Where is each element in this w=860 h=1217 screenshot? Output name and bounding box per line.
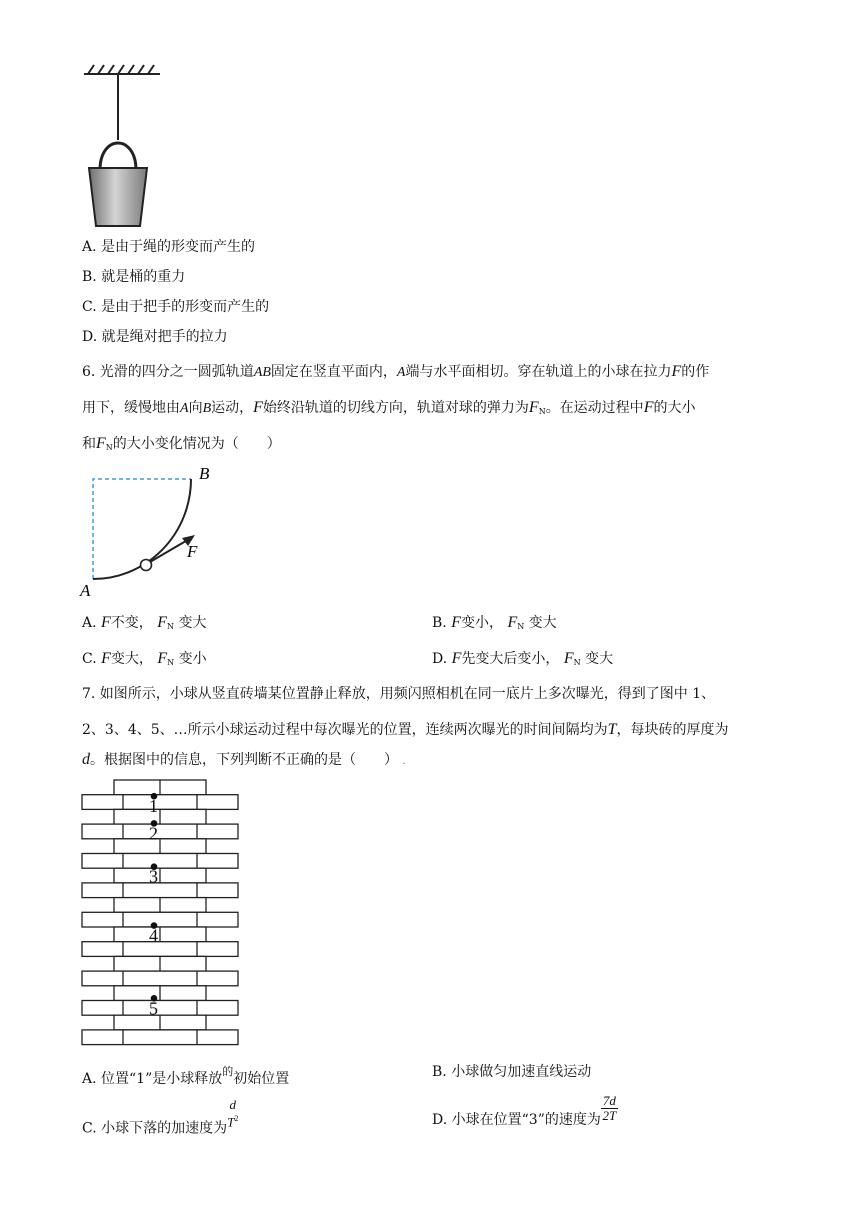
q6-option-a: A. F不变， $F_N$ 变大 bbox=[82, 614, 207, 631]
bucket-body bbox=[89, 168, 147, 226]
bucket-figure bbox=[82, 62, 162, 230]
brick-row bbox=[82, 1001, 238, 1016]
q7-option-c: C. 小球下落的加速度为 d $T^2$ bbox=[82, 1097, 239, 1137]
brick-row bbox=[82, 971, 238, 986]
q6-option-c: C. F变大， $F_N$ 变小 bbox=[82, 650, 207, 667]
q6-stem-line1: 6. 光滑的四分之一圆弧轨道AB固定在竖直平面内，A端与水平面相切。穿在轨道上的小球在拉力F的作 bbox=[82, 363, 710, 380]
position-label-1: 1 bbox=[149, 796, 158, 817]
q5-option-b: B. 就是桶的重力 bbox=[82, 269, 186, 285]
arc-track-figure bbox=[78, 462, 218, 600]
position-label-3: 3 bbox=[149, 866, 158, 887]
label-a: A bbox=[80, 581, 91, 600]
position-label-5: 5 bbox=[149, 998, 158, 1019]
q6-stem-line2: 用下，缓慢地由A向B运动，F始终沿轨道的切线方向，轨道对球的弹力为$F_N$。在运动过程中F的大小 bbox=[82, 399, 696, 416]
q7-stem-line2: 2、3、4、5、…所示小球运动过程中每次曝光的位置，连续两次曝光的时间间隔均为T，每块砖的厚度为 bbox=[82, 721, 729, 738]
q6-stem-line3: 和$F_N$的大小变化情况为（ ） bbox=[82, 435, 281, 452]
position-label-2: 2 bbox=[149, 823, 158, 844]
brick-row bbox=[82, 854, 238, 869]
bucket-handle bbox=[100, 143, 136, 170]
brick-row bbox=[82, 912, 238, 927]
q7-option-a: A. 位置“1”是小球释放$^的$初始位置 bbox=[82, 1065, 290, 1087]
brick-row bbox=[82, 795, 238, 810]
q7-stem-line3: d。根据图中的信息，下列判断不正确的是（ ） . bbox=[82, 751, 406, 768]
position-label-4: 4 bbox=[149, 925, 158, 946]
brick-row bbox=[82, 883, 238, 898]
brick-row bbox=[82, 824, 238, 839]
fraction-d-over-t2: d $T^2$ bbox=[227, 1097, 239, 1130]
fraction-7d-over-2t: $\frac{7d}{2T}$ bbox=[602, 1093, 617, 1123]
brick-row bbox=[82, 1030, 238, 1045]
ceiling-hatch bbox=[84, 65, 160, 74]
q7-option-d: D. 小球在位置“3”的速度为 $\frac{7d}{2T}$ bbox=[432, 1093, 617, 1128]
brick-row bbox=[82, 942, 238, 957]
q7-stem-line1: 7. 如图所示，小球从竖直砖墙某位置静止释放，用频闪照相机在同一底片上多次曝光，得到了图中 1、 bbox=[82, 686, 716, 702]
label-b: B bbox=[199, 464, 210, 483]
q5-option-d: D. 就是绳对把手的拉力 bbox=[82, 329, 228, 345]
brick-wall-figure bbox=[80, 778, 240, 1048]
q7-option-b: B. 小球做匀加速直线运动 bbox=[432, 1064, 592, 1080]
q5-option-c: C. 是由于把手的形变而产生的 bbox=[82, 299, 270, 315]
q5-option-a: A. 是由于绳的形变而产生的 bbox=[82, 239, 256, 255]
label-f: F bbox=[187, 542, 198, 561]
q6-option-b: B. F变小， $F_N$ 变大 bbox=[432, 614, 557, 631]
q6-option-d: D. F先变大后变小， $F_N$ 变大 bbox=[432, 650, 614, 667]
